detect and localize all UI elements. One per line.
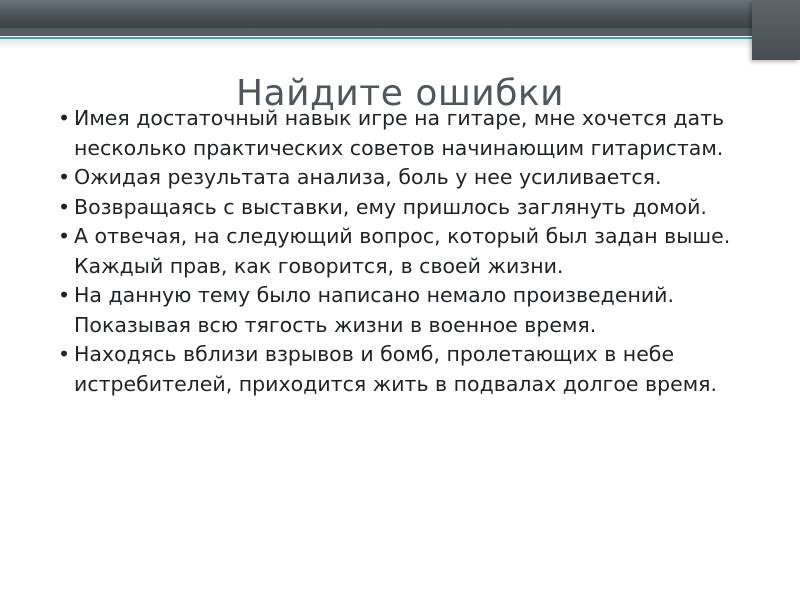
bullet-text: Находясь вблизи взрывов и бомб, пролетающих в небе истребителей, приходится жить в подвалах долгое время.	[74, 342, 718, 396]
bullet-text: А отвечая, на следующий вопрос, который был задан выше. Каждый прав, как говорится, в своей жизни.	[74, 224, 731, 278]
bullet-item	[58, 222, 748, 281]
bullet-text: Ожидая результата анализа, боль у нее усиливается.	[74, 165, 662, 189]
bullet-item	[58, 104, 748, 163]
bullet-item	[58, 281, 748, 340]
header-shadow	[0, 39, 800, 49]
bullet-icon: •	[58, 224, 71, 248]
bullet-item	[58, 193, 748, 223]
header-stripe	[0, 28, 800, 36]
bullet-icon: •	[58, 283, 71, 307]
bullet-text: Имея достаточный навык игре на гитаре, мне хочется дать несколько практических советов начинающим гитаристам.	[74, 106, 725, 160]
slide-title: Найдите ошибки	[235, 73, 565, 114]
bullet-list	[58, 104, 748, 399]
bullet-text: На данную тему было написано немало произведений. Показывая всю тягость жизни в военное время.	[74, 283, 675, 337]
bullet-item	[58, 163, 748, 193]
bullet-item	[58, 340, 748, 399]
bullet-icon: •	[58, 165, 71, 189]
bullet-icon: •	[58, 106, 71, 130]
bullet-icon: •	[58, 342, 71, 366]
bullet-text: Возвращаясь с выставки, ему пришлось заглянуть домой.	[74, 194, 707, 219]
header-band	[0, 0, 800, 28]
bullet-icon: •	[58, 194, 71, 219]
corner-decoration	[752, 0, 800, 60]
